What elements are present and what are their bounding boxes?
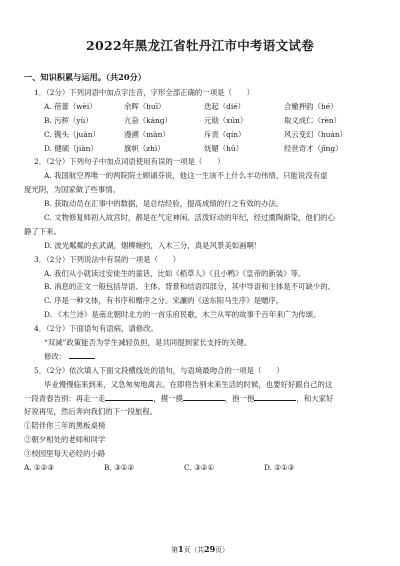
question-3-stem: 3．（2分）下列说法中有误的一项是（ ） bbox=[34, 254, 181, 264]
question-2-stem: 2．（2分）下列句子中加点词语使用有误的一项是（ ） bbox=[34, 157, 225, 167]
question-5-passage-line-3: 好说再见，然后奔向我们的下一段旅程。 bbox=[24, 407, 158, 417]
question-3-option-b: B. 消息的正文一般包括导语、主体、背景和结语四部分，其中导语和主体是不可缺少的。 bbox=[44, 282, 335, 292]
question-5-options bbox=[24, 461, 378, 475]
question-3-option-c: C. 序是一种文体，有书序和赠序之分。宋濂的《送东阳马生序》是赠序。 bbox=[44, 296, 284, 306]
question-5-option-a: A. ①②③ bbox=[24, 463, 54, 473]
question-5-item-3: ③校园里每天必经的小路 bbox=[24, 449, 106, 459]
question-5-item-2: ②朝夕相处的老师和同学 bbox=[24, 435, 106, 445]
question-3-option-d: D. 《木兰诗》是南北朝时北方的一首乐府民歌，木兰从军的故事千百年来广为传颂。 bbox=[44, 310, 321, 320]
current-page-number: 1 bbox=[178, 544, 184, 554]
question-5-stem: 5．（2分）依次填入下面文段横线处的语句，与语境最吻合的一项是（ ） bbox=[34, 365, 284, 375]
question-5-blank-3[interactable] bbox=[254, 392, 296, 401]
question-5-option-d: D. ②①③ bbox=[264, 463, 295, 473]
question-2-option-c: C. 文物修复师初入故宫时，都是在气定神闲、活泼好动的年纪，经过熏陶渐染，他们的心 bbox=[44, 213, 335, 223]
page-title: 2022年黑龙江省牡丹江市中考语文试卷 bbox=[86, 38, 314, 53]
question-5-blank-2[interactable] bbox=[183, 392, 225, 401]
question-3-option-a: A. 我们从小就读过安徒生的童话，比如《稻草人》《丑小鸭》《皇帝的新装》等。 bbox=[44, 268, 306, 278]
question-5-passage-line-2: 一段青春告别：再走一走 ，摸一摸 ，抱一抱 ，和大家好 bbox=[24, 393, 334, 403]
question-2-option-a-cont: 度光阴，为国家做了些事情。 bbox=[24, 185, 121, 195]
question-4-text: “双减”政策能否为学生减轻负担，是共同提到家长支持的关键。 bbox=[44, 338, 252, 348]
section-heading: 一、知识积累与运用。（共20分） bbox=[24, 72, 146, 82]
question-2-option-c-cont: 静了下来。 bbox=[24, 226, 61, 236]
question-4-answer-blank[interactable] bbox=[69, 350, 95, 359]
question-4-fix-label: 修改： bbox=[44, 351, 67, 361]
question-5-option-c: C. ③②① bbox=[184, 463, 214, 473]
question-4-fix-row bbox=[24, 350, 378, 364]
question-1-option-d: D. 健硕（jiàn） 旗帜（zhì） 妩媚（hū） 经世奇才（jīng） bbox=[44, 143, 343, 153]
total-page-number: 29 bbox=[204, 544, 216, 554]
question-1-stem: 1．（2分）下列词语中加点字注音，字形全部正确的一项是（ ） bbox=[34, 88, 255, 97]
question-2-option-b: B. 获取动员在汇事中的数据，是总结经验，提高成绩的行之有效的办法。 bbox=[44, 199, 284, 209]
question-list bbox=[24, 86, 378, 475]
question-2-option-a: A. 我国航空界唯一的两院院士顾诵芬说，他这一生该不上什么丰功伟绩，只能说没有虚 bbox=[44, 171, 328, 181]
question-1-option-c: C. 镌头（juàn） 漫溯（màn） 斥责（qín） 风云变幻（huàn） bbox=[44, 129, 348, 139]
page-footer: 第1页（共29页） bbox=[171, 544, 229, 554]
question-5-blank-1[interactable] bbox=[105, 392, 153, 401]
question-4-stem: 4．（2分）下面语句有语病，请修改。 bbox=[34, 324, 158, 334]
question-1-option-a: A. 蓓蕾（wèi） 余晖（huī） 迭起（dié） 合辙押韵（hé） bbox=[44, 101, 338, 111]
question-5-item-1: ①陪伴你三年的黑板桌椅 bbox=[24, 421, 106, 431]
question-5-passage-line-1: 毕业慢慢临来到来，又急匆匆地离去。在即将告别未来生活的时候，也要好好跟自己的这 bbox=[44, 379, 333, 389]
question-5-option-b: B. ③①② bbox=[104, 463, 135, 473]
question-2-option-d: D. 波光粼粼的玄武湖，烟柳婉约，入木三分，真是风景美如画啊！ bbox=[44, 240, 262, 250]
question-1-option-b: B. 污秽（yù） 亢奋（kàng） 元勋（xūn） 取义成仁（rèn） bbox=[44, 115, 342, 125]
